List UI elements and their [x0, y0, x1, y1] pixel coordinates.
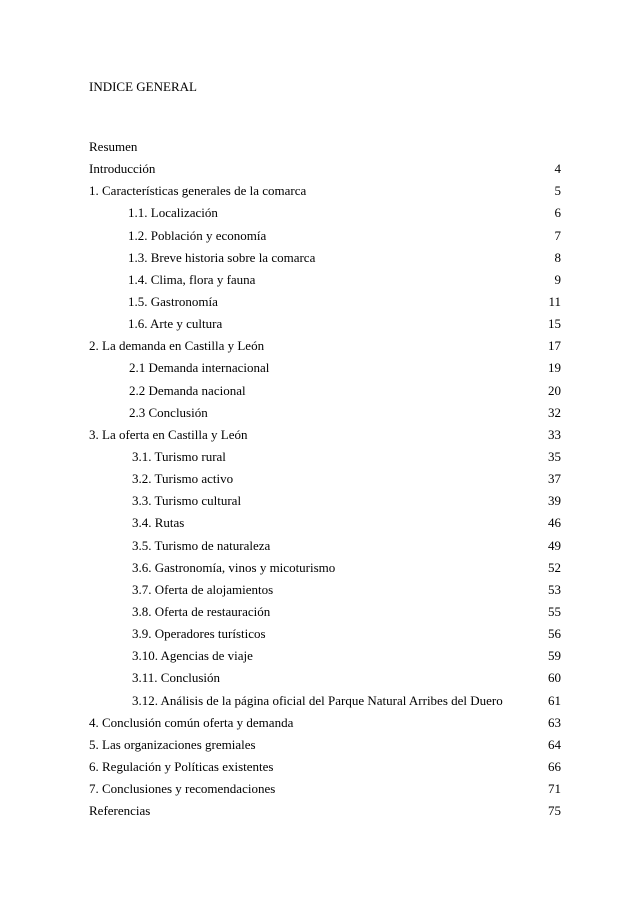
toc-entry-label: Introducción — [89, 161, 156, 177]
toc-entry-page-number: 53 — [548, 581, 561, 597]
toc-entry[interactable] — [89, 690, 561, 712]
toc-entry[interactable] — [89, 667, 561, 689]
toc-entry-label: 1.4. Clima, flora y fauna — [128, 271, 256, 287]
toc-entry[interactable] — [89, 291, 561, 313]
toc-entry[interactable] — [89, 579, 561, 601]
toc-entry-label: 1.2. Población y economía — [128, 227, 267, 243]
toc-entry[interactable] — [89, 269, 561, 291]
toc-entry[interactable] — [89, 225, 561, 247]
toc-entry[interactable] — [89, 800, 561, 822]
toc-entry[interactable] — [89, 645, 561, 667]
toc-entry-page-number: 60 — [548, 670, 561, 686]
toc-entry[interactable] — [89, 490, 561, 512]
toc-entry-page-number: 9 — [554, 271, 561, 287]
toc-entry-label: 3.10. Agencias de viaje — [132, 648, 253, 664]
toc-entry-page-number: 49 — [548, 537, 561, 553]
toc-entry-label: 2.2 Demanda nacional — [129, 382, 246, 398]
toc-entry[interactable] — [89, 623, 561, 645]
toc-entry-label: 7. Conclusiones y recomendaciones — [89, 781, 276, 797]
toc-entry-page-number: 19 — [548, 360, 561, 376]
toc-entry-label: 1.6. Arte y cultura — [128, 316, 223, 332]
toc-entry[interactable] — [89, 335, 561, 357]
toc-entry[interactable] — [89, 778, 561, 800]
toc-entry-page-number: 15 — [548, 316, 561, 332]
toc-entry[interactable] — [89, 557, 561, 579]
toc-entry-label: 5. Las organizaciones gremiales — [89, 736, 256, 752]
toc-entry-page-number: 56 — [548, 626, 561, 642]
toc-entry-page-number: 66 — [548, 758, 561, 774]
toc-entry-label: 3.8. Oferta de restauración — [132, 603, 271, 619]
table-of-contents — [89, 136, 561, 822]
toc-entry[interactable] — [89, 535, 561, 557]
page-title: INDICE GENERAL — [89, 79, 197, 94]
toc-entry-label: 3.6. Gastronomía, vinos y micoturismo — [132, 559, 336, 575]
toc-entry-label: 1.3. Breve historia sobre la comarca — [128, 249, 316, 265]
toc-entry[interactable] — [89, 402, 561, 424]
toc-entry-label: Referencias — [89, 803, 151, 819]
toc-entry-page-number: 39 — [548, 493, 561, 509]
toc-entry-label: 3.4. Rutas — [132, 515, 185, 531]
toc-entry[interactable] — [89, 424, 561, 446]
toc-entry[interactable] — [89, 180, 561, 202]
toc-entry-label: 2. La demanda en Castilla y León — [89, 338, 265, 354]
toc-entry-label: Resumen — [89, 139, 138, 154]
toc-entry-label: 6. Regulación y Políticas existentes — [89, 758, 274, 774]
toc-entry-label: 3.12. Análisis de la página oficial del Parque Natural Arribes del Duero — [132, 692, 503, 708]
toc-entry[interactable] — [89, 158, 561, 180]
toc-entry-page-number: 17 — [548, 338, 561, 354]
toc-entry[interactable] — [89, 468, 561, 490]
toc-entry-page-number: 63 — [548, 714, 561, 730]
toc-entry[interactable] — [89, 512, 561, 534]
toc-entry-label: 2.3 Conclusión — [129, 404, 208, 420]
toc-entry-page-number: 71 — [548, 781, 561, 797]
toc-entry-page-number: 20 — [548, 382, 561, 398]
toc-entry-page-number: 37 — [548, 471, 561, 487]
toc-entry-page-number: 52 — [548, 559, 561, 575]
toc-entry[interactable] — [89, 712, 561, 734]
toc-entry-page-number: 7 — [554, 227, 561, 243]
toc-entry-label: 3.5. Turismo de naturaleza — [132, 537, 271, 553]
toc-entry-label: 3.9. Operadores turísticos — [132, 626, 266, 642]
toc-entry-label: 3.3. Turismo cultural — [132, 493, 242, 509]
toc-entry[interactable] — [89, 446, 561, 468]
toc-entry-page-number: 46 — [548, 515, 561, 531]
toc-entry-page-number: 55 — [548, 603, 561, 619]
toc-entry-label: 1.5. Gastronomía — [128, 293, 218, 309]
toc-entry-page-number: 64 — [548, 736, 561, 752]
toc-entry-label: 3.7. Oferta de alojamientos — [132, 581, 274, 597]
toc-entry[interactable] — [89, 380, 561, 402]
toc-entry-page-number: 8 — [554, 249, 561, 265]
toc-entry-page-number: 61 — [548, 692, 561, 708]
toc-entry[interactable] — [89, 357, 561, 379]
toc-entry-page-number: 6 — [554, 205, 561, 221]
toc-entry-label: 2.1 Demanda internacional — [129, 360, 270, 376]
toc-entry-label: 1.1. Localización — [128, 205, 218, 221]
toc-entry[interactable] — [89, 734, 561, 756]
toc-entry-page-number: 59 — [548, 648, 561, 664]
toc-entry-page-number: 32 — [548, 404, 561, 420]
toc-entry-page-number: 75 — [548, 803, 561, 819]
toc-entry[interactable] — [89, 601, 561, 623]
toc-entry-page-number: 11 — [548, 293, 561, 309]
toc-entry[interactable] — [89, 756, 561, 778]
toc-entry-page-number: 4 — [554, 161, 561, 177]
toc-entry[interactable] — [89, 313, 561, 335]
toc-entry[interactable] — [89, 136, 561, 158]
toc-entry-label: 3.11. Conclusión — [132, 670, 220, 686]
toc-entry-page-number: 33 — [548, 426, 561, 442]
toc-entry-page-number: 35 — [548, 448, 561, 464]
toc-entry-page-number: 5 — [554, 183, 561, 199]
toc-entry-label: 1. Características generales de la comarca — [89, 183, 307, 199]
toc-entry-label: 3.2. Turismo activo — [132, 471, 234, 487]
toc-entry[interactable] — [89, 202, 561, 224]
toc-entry-label: 3.1. Turismo rural — [132, 448, 226, 464]
toc-entry[interactable] — [89, 247, 561, 269]
toc-entry-label: 3. La oferta en Castilla y León — [89, 426, 248, 442]
toc-entry-label: 4. Conclusión común oferta y demanda — [89, 714, 294, 730]
